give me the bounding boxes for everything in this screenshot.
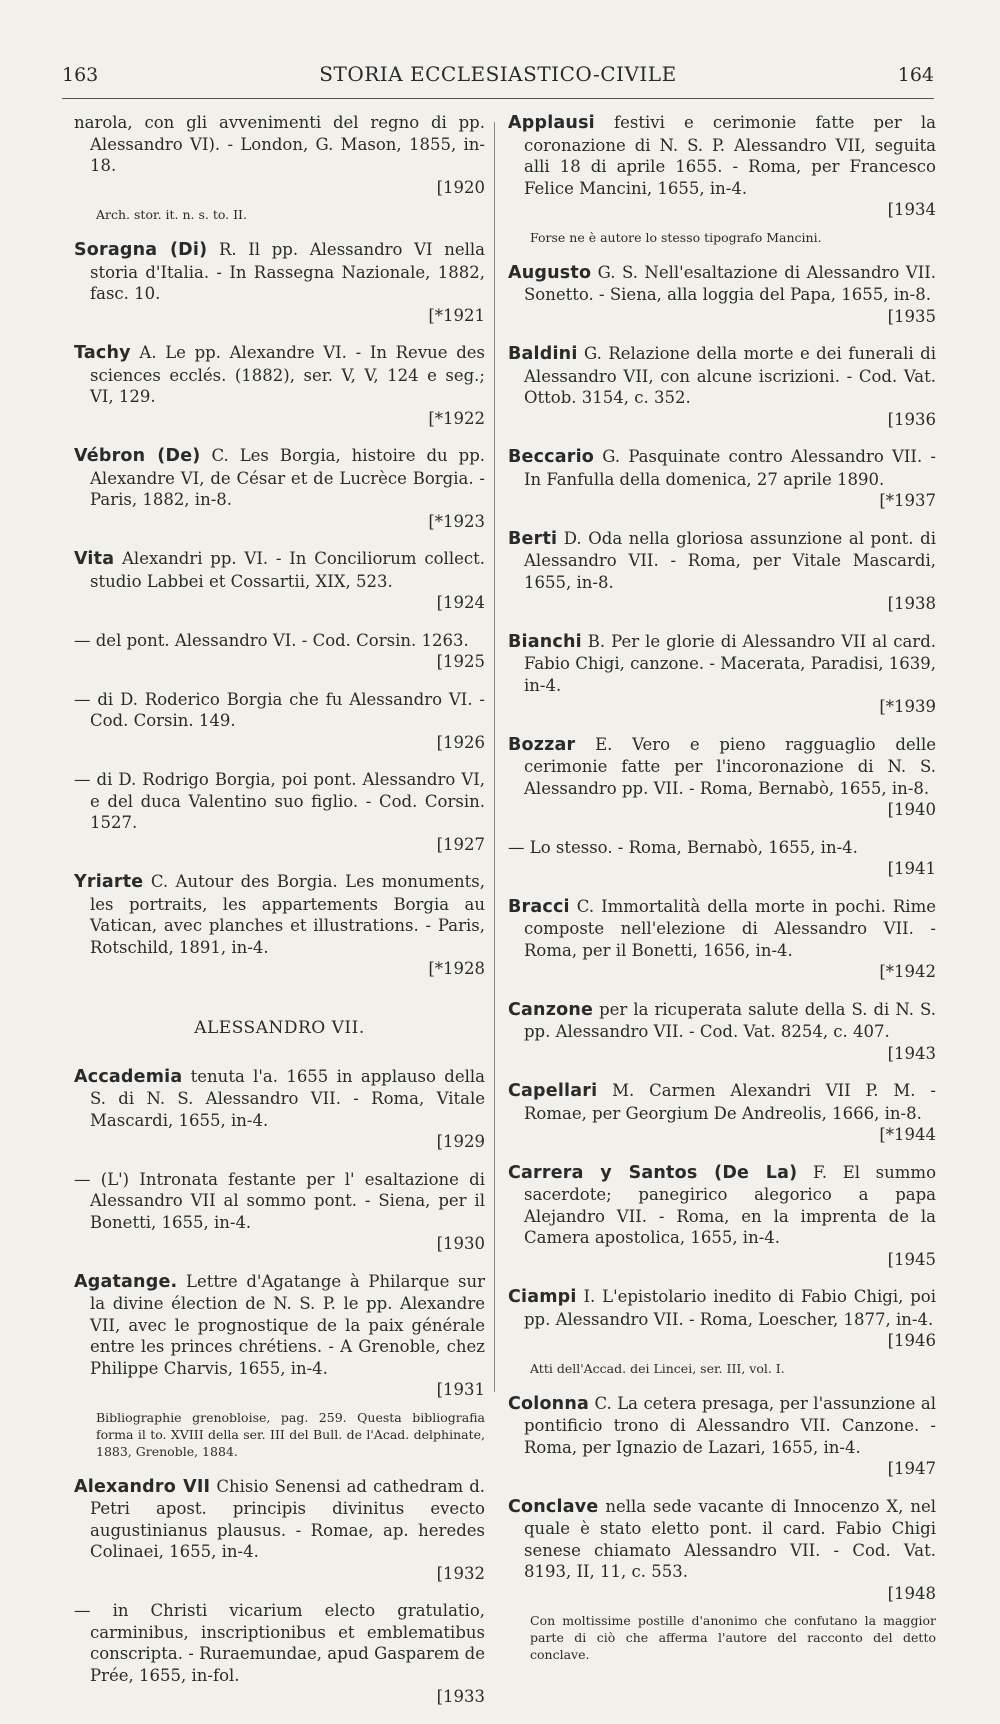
bibliography-entry <box>508 1080 936 1146</box>
entry-number: [1924 <box>436 593 485 612</box>
bibliography-entry <box>74 689 485 754</box>
entry-number: [*1937 <box>879 491 936 510</box>
bibliography-entry <box>508 1162 936 1271</box>
entry-author: Berti <box>508 528 558 549</box>
entry-author: Yriarte <box>74 872 144 892</box>
bibliography-entry <box>74 871 485 980</box>
entry-text: festivi e cerimonie fatte per la coronazione di N. S. P. Alessandro VII, seguita alli 18 di aprile 1655. - Roma, per Francesco Felice Mancini, 1655, in-4. <box>524 113 936 198</box>
entry-number: [*1939 <box>879 697 936 716</box>
entry-text: — del pont. Alessandro VI. - Cod. Corsin. 1263. <box>74 630 469 650</box>
bibliography-entry <box>508 1496 936 1605</box>
bibliography-entry <box>508 112 936 221</box>
entry-text: C. La cetera presaga, per l'assunzione al pontificio trono di Alessandro VII. Canzone. - Roma, per Ignazio de Lazari, 1655, in-4. <box>524 1393 936 1457</box>
entry-number: [1943 <box>887 1043 936 1063</box>
entry-text: E. Vero e pieno ragguaglio delle cerimonie fatte per l'incoronazione di N. S. Alessandro pp. VII. - Roma, Bernabò, 1655, in-8. <box>524 734 936 798</box>
entry-note: Atti dell'Accad. dei Lincei, ser. III, vol. I. <box>530 1360 785 1376</box>
entry-author: Canzone <box>508 999 594 1020</box>
bibliography-entry <box>508 446 936 512</box>
entry-number: [1946 <box>887 1331 936 1350</box>
entry-number: [1932 <box>436 1563 485 1583</box>
entry-author: Soragna (Di) <box>74 240 208 260</box>
entry-author: Baldini <box>508 344 578 364</box>
entry-author: Alexandro VII <box>74 1476 211 1497</box>
entry-number: [1940 <box>887 800 936 819</box>
section-title: ALESSANDRO VII. <box>194 1017 365 1038</box>
entry-text: R. Il pp. Alessandro VI nella storia d'Italia. - In Rassegna Nazionale, 1882, fasc. 10. <box>90 240 486 303</box>
bibliography-entry <box>74 769 485 855</box>
entry-number: [1930 <box>436 1234 485 1253</box>
entry-text: Lettre d'Agatange à Philarque sur la divine élection de N. S. P. le pp. Alexandre VII, avec le prognostique de la paix générale entre les princes chrétiens. - A Grenoble, chez Philippe Charvis, 1655, in-4. <box>90 1271 485 1378</box>
entry-author: Carrera y Santos (De La) <box>508 1162 798 1183</box>
bibliography-entry <box>74 239 485 326</box>
entry-author: Vébron (De) <box>74 446 201 466</box>
entry-text: F. El summo sacerdote; panegirico alegorico a papa Alejandro VII. - Roma, en la imprenta de la Camera apostolica, 1655, in-4. <box>524 1162 937 1247</box>
entry-text: G. Relazione della morte e dei funerali di Alessandro VII, con alcune iscrizioni. - Cod. Vat. Ottob. 3154, c. 352. <box>524 344 936 407</box>
entry-text: C. Autour des Borgia. Les monuments, les portraits, les appartements Borgia au Vatican, avec planches et illustrations. - Paris, Rotschild, 1891, in-4. <box>90 872 485 957</box>
entry-text: D. Oda nella gloriosa assunzione al pont. di Alessandro VII. - Roma, per Vitale Mascardi, 1655, in-8. <box>524 528 936 592</box>
entry-number: [1936 <box>887 409 936 429</box>
bibliography-entry <box>74 1066 485 1153</box>
entry-number: [1948 <box>887 1583 936 1603</box>
entry-text: C. Immortalità della morte in pochi. Rime composte nell'elezione di Alessandro VII. - Roma, per il Bonetti, 1656, in-4. <box>524 896 936 960</box>
bibliography-entry <box>508 343 936 430</box>
entry-text: — di D. Rodrigo Borgia, poi pont. Alessandro VI, e del duca Valentino suo figlio. - Cod. Corsin. 1527. <box>74 770 485 832</box>
page-header <box>62 58 934 99</box>
entry-number: [1931 <box>436 1380 485 1399</box>
entry-number: [1926 <box>436 732 485 752</box>
entry-number: [*1921 <box>428 305 485 325</box>
entry-number: [1947 <box>887 1459 936 1478</box>
entry-text: per la ricuperata salute della S. di N. S. pp. Alessandro VII. - Cod. Vat. 8254, c. 407. <box>524 999 936 1041</box>
entry-number: [1927 <box>436 834 485 854</box>
right-column <box>508 112 936 1679</box>
bibliography-entry <box>74 445 485 532</box>
entry-number: [1925 <box>436 652 485 671</box>
page-number-left: 163 <box>62 64 99 86</box>
entry-author: Capellari <box>508 1081 598 1101</box>
left-column <box>74 112 485 1724</box>
page-number-right: 164 <box>897 64 934 86</box>
entry-text: A. Le pp. Alexandre VI. - In Revue des sciences ecclés. (1882), ser. V, V, 124 e seg.; VI, 129. <box>90 343 485 406</box>
bibliography-entry <box>508 896 936 983</box>
entry-text: G. S. Nell'esaltazione di Alessandro VII. Sonetto. - Siena, alla loggia del Papa, 1655, in-8. <box>524 262 936 304</box>
entry-author: Beccario <box>508 447 595 467</box>
column-divider <box>494 122 495 1392</box>
entry-number: [*1944 <box>879 1125 936 1144</box>
bibliography-entry <box>74 1600 485 1708</box>
entry-note: Arch. stor. it. n. s. to. II. <box>96 207 247 222</box>
entry-author: Augusto <box>508 262 592 283</box>
entry-author: Conclave <box>508 1496 599 1517</box>
running-title: STORIA ECCLESIASTICO-CIVILE <box>319 62 677 86</box>
entry-author: Bianchi <box>508 631 582 652</box>
entry-text: I. L'epistolario inedito di Fabio Chigi, poi pp. Alessandro VII. - Roma, Loescher, 1877, in-4. <box>524 1287 936 1329</box>
entry-number: [*1922 <box>428 408 485 428</box>
bibliography-entry <box>508 999 936 1065</box>
entry-author: Agatange. <box>74 1271 178 1292</box>
entry-text: tenuta l'a. 1655 in applauso della S. di N. S. Alessandro VII. - Roma, Vitale Mascardi, 1655, in-4. <box>90 1066 485 1130</box>
entry-author: Accademia <box>74 1066 183 1087</box>
bibliography-entry <box>508 734 936 821</box>
entry-author: Applausi <box>508 113 595 133</box>
entry-number: [*1923 <box>428 511 485 531</box>
entry-author: Bracci <box>508 896 570 917</box>
entry-number: [*1928 <box>428 959 485 978</box>
entry-author: Vita <box>74 549 115 569</box>
entry-number: [1941 <box>887 859 936 878</box>
bibliography-entry <box>508 262 936 328</box>
bibliography-entry <box>508 1393 936 1480</box>
bibliography-entry <box>74 548 485 614</box>
bibliography-entry <box>74 342 485 429</box>
entry-text: C. Les Borgia, histoire du pp. Alexandre VI, de César et de Lucrèce Borgia. - Paris, 1882, in-8. <box>90 446 486 509</box>
entry-author: Tachy <box>74 343 131 363</box>
entry-text: — (L') Intronata festante per l' esaltazione di Alessandro VII al sommo pont. - Siena, per il Bonetti, 1655, in-4. <box>74 1169 485 1232</box>
entry-text: — in Christi vicarium electo gratulatio, carminibus, inscriptionibus et emblematibus conscripta. - Ruraemundae, apud Gasparem de Prée, 1655, in-fol. <box>74 1601 485 1685</box>
entry-number: [*1942 <box>879 962 936 981</box>
entry-text: — Lo stesso. - Roma, Bernabò, 1655, in-4. <box>508 837 858 857</box>
bibliography-entry <box>74 630 485 673</box>
bibliography-entry <box>508 528 936 615</box>
entry-text: Alexandri pp. VI. - In Conciliorum collect. studio Labbei et Cossartii, XIX, 523. <box>90 549 485 591</box>
entry-text: — di D. Roderico Borgia che fu Alessandro VI. - Cod. Corsin. 149. <box>74 689 485 730</box>
entry-number: [1945 <box>887 1249 936 1269</box>
entry-text: B. Per le glorie di Alessandro VII al card. Fabio Chigi, canzone. - Macerata, Paradisi, 1639, in-4. <box>524 631 936 695</box>
entry-text: narola, con gli avvenimenti del regno di pp. Alessandro VI). - London, G. Mason, 1855, in-18. <box>74 113 485 175</box>
right-entries <box>508 112 936 1663</box>
entry-number: [1934 <box>887 200 936 219</box>
entry-number: [1938 <box>887 594 936 613</box>
entry-author: Bozzar <box>508 734 576 755</box>
entry-number: [1929 <box>436 1132 485 1151</box>
left-entries-before <box>74 112 485 980</box>
bibliography-entry <box>508 837 936 880</box>
entry-number: [1933 <box>436 1687 485 1706</box>
left-entries-after <box>74 1066 485 1708</box>
entry-note: Con moltissime postille d'anonimo che confutano la maggior parte di ciò che afferma l'autore del racconto del detto conclave. <box>530 1613 936 1662</box>
entry-number: [1920 <box>436 177 485 197</box>
entry-author: Colonna <box>508 1393 590 1414</box>
bibliography-entry <box>508 1286 936 1352</box>
bibliography-entry <box>74 1271 485 1401</box>
entry-text: G. Pasquinate contro Alessandro VII. - In Fanfulla della domenica, 27 aprile 1890. <box>524 447 936 489</box>
entry-note: Bibliographie grenobloise, pag. 259. Questa bibliografia forma il to. XVIII della ser. III del Bull. de l'Acad. delphinate, 1883, Grenoble, 1884. <box>96 1409 485 1459</box>
entry-text: Chisio Senensi ad cathedram d. Petri apost. principis divinitus evecto augustinianus plausus. - Romae, ap. heredes Colinaei, 1655, in-4. <box>90 1476 485 1561</box>
entry-note: Forse ne è autore lo stesso tipografo Mancini. <box>530 229 822 245</box>
bibliography-entry <box>508 631 936 718</box>
bibliography-entry <box>74 1476 485 1585</box>
entry-text: M. Carmen Alexandri VII P. M. - Romae, per Georgium De Andreolis, 1666, in-8. <box>524 1081 936 1123</box>
entry-number: [1935 <box>887 306 936 326</box>
entry-author: Ciampi <box>508 1287 577 1307</box>
entry-text: nella sede vacante di Innocenzo X, nel quale è stato eletto pont. il card. Fabio Chigi senese chiamato Alessandro VII. - Cod. Vat. 8193, II, 11, c. 553. <box>524 1496 936 1581</box>
bibliography-entry <box>74 112 485 198</box>
bibliography-entry <box>74 1169 485 1255</box>
